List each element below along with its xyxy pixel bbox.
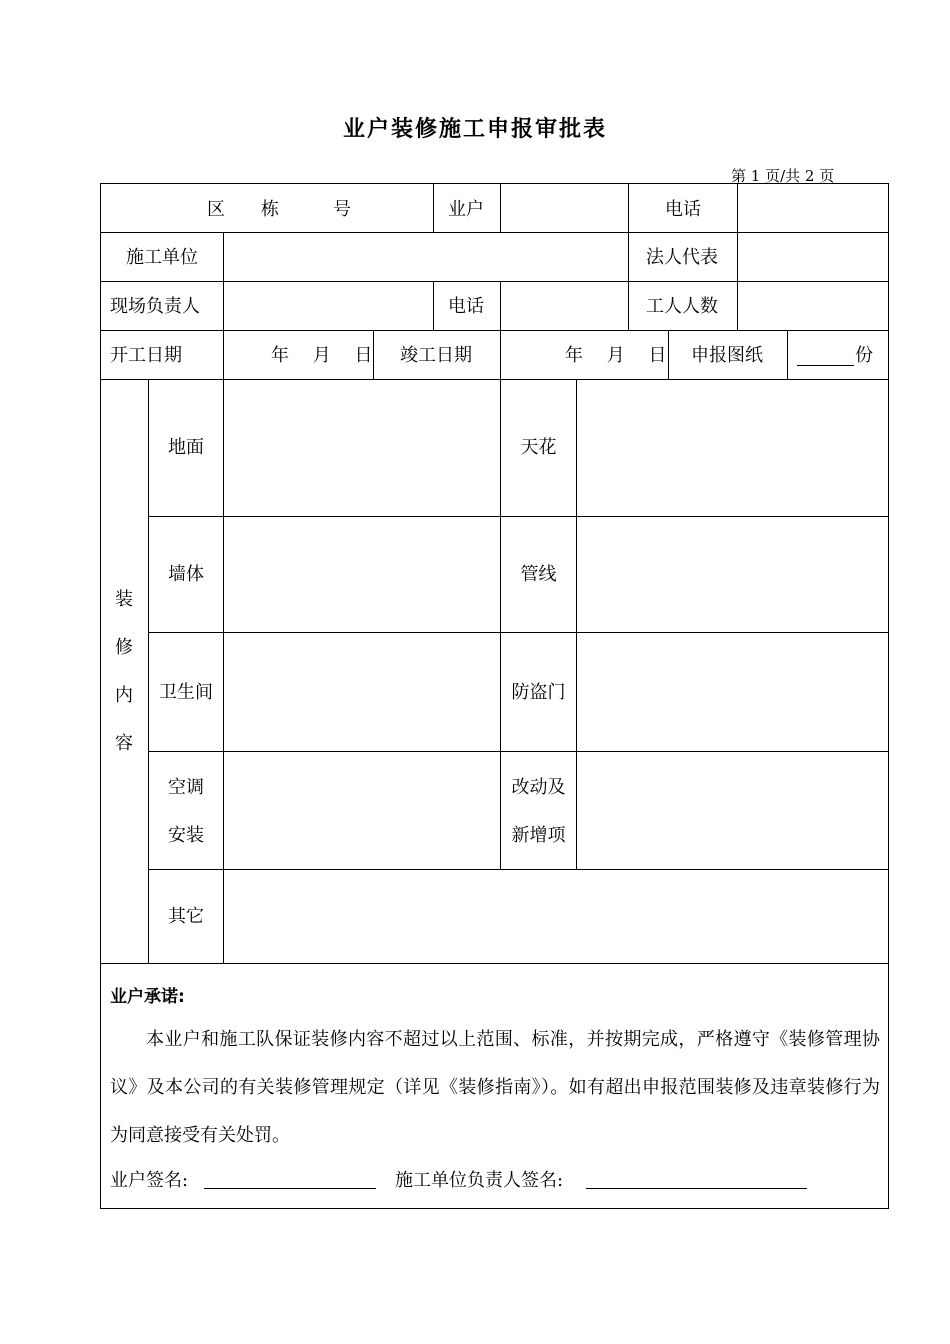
owner-label: 业户 (448, 199, 484, 220)
end-date-field[interactable]: 年 月 日 (565, 345, 667, 366)
label-char: 容 (115, 733, 133, 754)
contractor-signature-field[interactable] (586, 1188, 807, 1189)
other-label: 其它 (168, 906, 204, 927)
ceiling-field[interactable] (577, 380, 888, 515)
floor-field[interactable] (224, 380, 499, 515)
area-building-number-label: 区 栋 号 (207, 199, 351, 220)
contractor-field[interactable] (224, 233, 627, 280)
wall-field[interactable] (224, 517, 499, 631)
col-divider (433, 281, 434, 331)
col-divider (500, 330, 501, 379)
form-title: 业户装修施工申报审批表 (342, 117, 607, 142)
site-manager-label: 现场负责人 (110, 296, 200, 317)
col-divider (668, 330, 669, 379)
row-divider (100, 330, 889, 331)
decoration-content-label (114, 590, 134, 782)
legal-rep-field[interactable] (738, 233, 888, 280)
promise-title: 业户承诺: (110, 987, 185, 1007)
ac-install-label-line2: 安装 (168, 825, 204, 846)
floor-label: 地面 (168, 437, 204, 458)
pipeline-label: 管线 (520, 564, 557, 585)
legal-rep-label: 法人代表 (646, 247, 718, 268)
security-door-field[interactable] (577, 633, 888, 750)
changes-label-line1: 改动及 (511, 777, 566, 798)
changes-label-line2: 新增项 (511, 825, 566, 846)
owner-field[interactable] (501, 184, 627, 231)
row-divider (100, 963, 889, 964)
col-divider (148, 379, 149, 963)
label-char: 装 (115, 589, 133, 610)
label-char: 内 (115, 685, 133, 706)
col-divider (373, 330, 374, 379)
bathroom-label: 卫生间 (159, 682, 213, 703)
end-date-label: 竣工日期 (400, 345, 472, 366)
contractor-signature-label: 施工单位负责人签名: (395, 1170, 564, 1191)
drawings-label: 申报图纸 (691, 345, 763, 366)
site-phone-label: 电话 (448, 296, 484, 317)
drawings-count-field[interactable] (797, 365, 854, 366)
promise-text: 本业户和施工队保证装修内容不超过以上范围、标准，并按期完成，严格遵守《装修管理协议》及本公司的有关装修管理规定（详见《装修指南》）。如有超出申报范围装修及违章装修行为为同意接受有关处罚。 (110, 1029, 880, 1146)
col-divider (628, 232, 629, 331)
pipeline-field[interactable] (577, 517, 888, 631)
site-phone-field[interactable] (501, 282, 627, 329)
workers-count-field[interactable] (738, 282, 888, 329)
label-char: 修 (115, 637, 133, 658)
contractor-label: 施工单位 (126, 247, 198, 268)
site-manager-field[interactable] (224, 282, 432, 329)
owner-signature-label: 业户签名: (110, 1170, 189, 1191)
page-indicator: 第 1 页/共 2 页 (731, 167, 835, 185)
other-field[interactable] (224, 870, 888, 962)
ceiling-label: 天花 (520, 437, 557, 458)
start-date-field[interactable]: 年 月 日 (271, 345, 373, 366)
workers-count-label: 工人人数 (646, 296, 718, 317)
col-divider (787, 330, 788, 379)
changes-field[interactable] (577, 752, 888, 868)
start-date-label: 开工日期 (110, 345, 182, 366)
owner-signature-field[interactable] (204, 1188, 376, 1189)
wall-label: 墙体 (168, 564, 204, 585)
col-divider (223, 330, 224, 379)
col-divider (433, 183, 434, 232)
ac-install-label-line1: 空调 (168, 777, 204, 798)
ac-install-field[interactable] (224, 752, 499, 868)
phone-label: 电话 (665, 199, 701, 220)
security-door-label: 防盗门 (511, 682, 566, 703)
col-divider (628, 183, 629, 232)
drawings-unit: 份 (855, 345, 873, 366)
owner-phone-field[interactable] (738, 184, 888, 231)
bathroom-field[interactable] (224, 633, 499, 750)
